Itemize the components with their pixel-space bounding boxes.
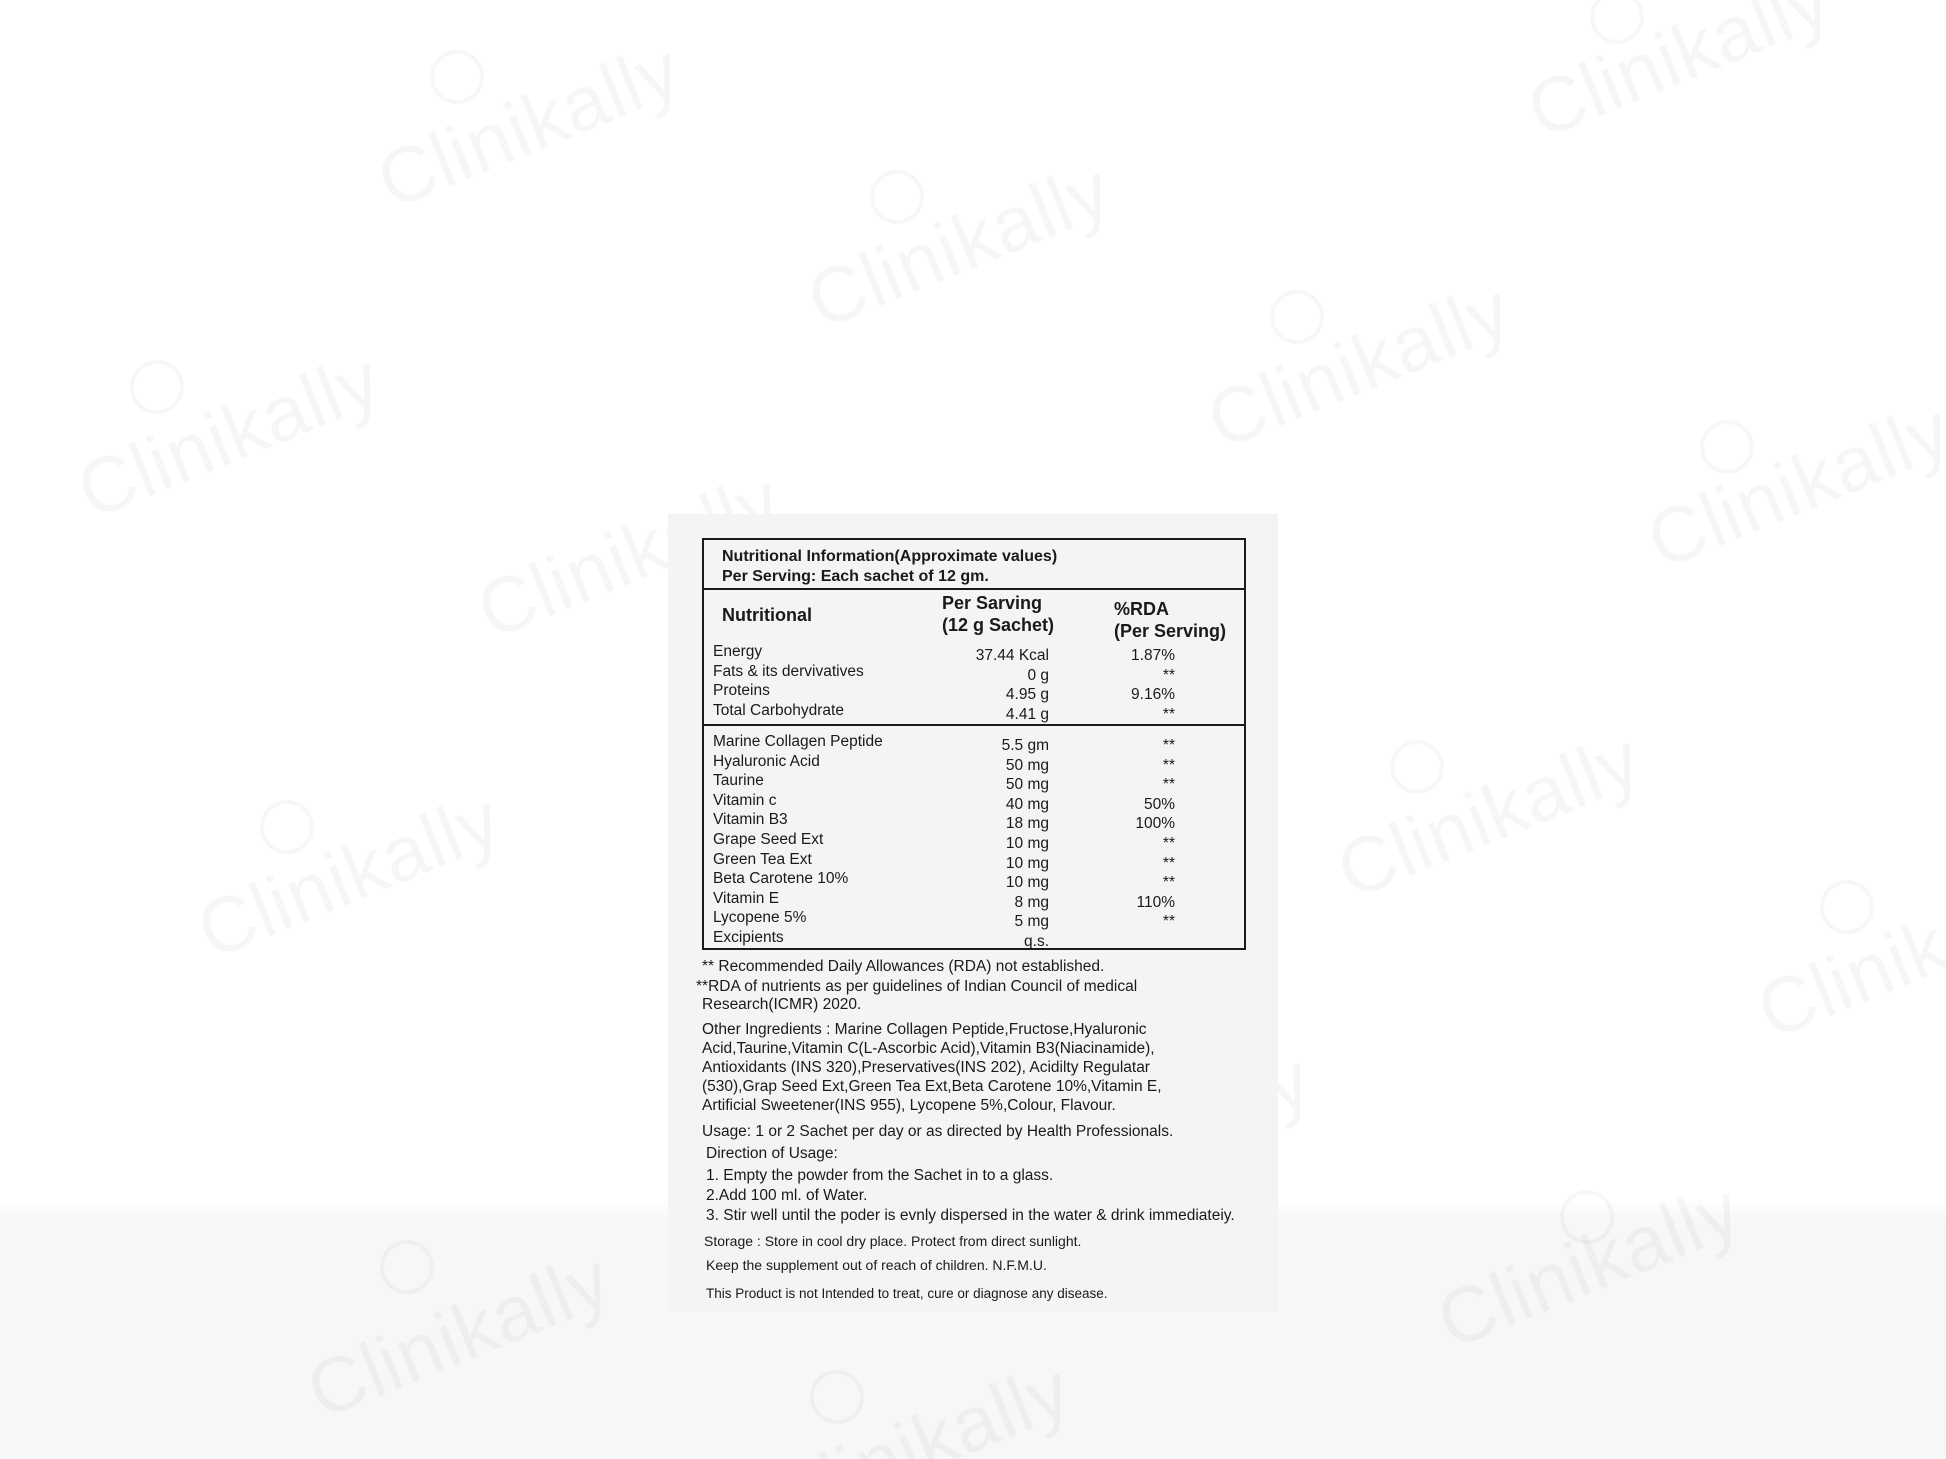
- nutrient-name: Hyaluronic Acid: [713, 752, 820, 770]
- direction-title: Direction of Usage:: [706, 1145, 838, 1162]
- nutrient-row: [713, 890, 1239, 909]
- watermark-logo-icon: [430, 50, 484, 104]
- column-header-per-serving: [942, 592, 1054, 636]
- watermark: [1325, 714, 1654, 917]
- nutrient-name: Beta Carotene 10%: [713, 870, 849, 888]
- column-header-rda: [1114, 598, 1226, 642]
- nutrient-row: [713, 733, 1239, 752]
- keep-out-of-reach: Keep the supplement out of reach of children. N.F.M.U.: [706, 1257, 1047, 1273]
- watermark-logo-icon: [380, 1240, 434, 1294]
- watermark-logo-icon: [810, 1370, 864, 1424]
- nutrient-name: Proteins: [713, 682, 770, 699]
- nutrient-rda: 50%: [1143, 795, 1175, 813]
- ingredients-line: Artificial Sweetener(INS 955), Lycopene 5%,Colour, Flavour.: [702, 1097, 1116, 1114]
- nutrient-name: Vitamin B3: [713, 811, 788, 829]
- watermark: [795, 144, 1124, 347]
- nutrient-amount: 5 mg: [1014, 913, 1049, 931]
- nutrient-amount: 4.41 g: [1005, 705, 1049, 723]
- nutrient-amount: 4.95 g: [1005, 686, 1049, 703]
- footnote-icmr-line1: **RDA of nutrients as per guidelines of Indian Council of medical: [696, 978, 1138, 995]
- nutrient-row: [713, 772, 1239, 794]
- nutrient-row: [713, 682, 1239, 701]
- watermark: [295, 1234, 624, 1437]
- nutrient-name: Energy: [713, 643, 763, 660]
- nutrient-name: Vitamin E: [713, 889, 780, 907]
- nutrition-table: [702, 538, 1246, 950]
- nutrient-row: [713, 643, 1239, 662]
- nutrient-row: [713, 753, 1239, 772]
- nutrient-row: [713, 870, 1239, 892]
- watermark: [1635, 384, 1946, 587]
- direction-step: 2.Add 100 ml. of Water.: [706, 1187, 868, 1204]
- column-header-rda-line2: (Per Serving): [1114, 621, 1227, 641]
- watermark: [755, 1344, 1084, 1459]
- nutrient-amount: 37.44 Kcal: [975, 647, 1049, 664]
- nutrient-rda: 100%: [1135, 815, 1175, 833]
- nutrition-label: [668, 514, 1278, 1312]
- watermark: [65, 334, 394, 537]
- nutrient-rda: **: [1162, 705, 1175, 723]
- nutrient-name: Total Carbohydrate: [713, 701, 844, 719]
- nutrient-amount: 50 mg: [1005, 776, 1049, 794]
- disclaimer: This Product is not Intended to treat, cure or diagnose any disease.: [706, 1286, 1108, 1301]
- nutrient-row: [713, 702, 1239, 721]
- nutrient-name: Vitamin c: [713, 791, 777, 809]
- nutrient-rda: **: [1162, 737, 1175, 754]
- usage: Usage: 1 or 2 Sachet per day or as directed by Health Professionals.: [702, 1123, 1174, 1140]
- direction-step: 3. Stir well until the poder is evnly dispersed in the water & drink immediateiy.: [706, 1207, 1235, 1224]
- direction-step: 1. Empty the powder from the Sachet in to a glass.: [706, 1167, 1054, 1184]
- nutrient-rda: **: [1162, 835, 1175, 852]
- table-title: Nutritional Information(Approximate values): [722, 548, 1058, 565]
- nutrient-row: [713, 811, 1239, 833]
- watermark: [1515, 0, 1844, 157]
- column-header-rda-line1: %RDA: [1114, 599, 1170, 619]
- nutrient-rda: 9.16%: [1131, 686, 1175, 703]
- nutrient-amount: 0 g: [1027, 666, 1049, 684]
- nutrient-amount: q.s.: [1024, 933, 1049, 950]
- nutrient-rda: **: [1162, 666, 1175, 684]
- ingredients-line: Antioxidants (INS 320),Preservatives(INS 202), Acidilty Regulatar: [702, 1059, 1150, 1076]
- nutrient-name: Green Tea Ext: [713, 850, 812, 868]
- column-header-per-serving-line2: (12 g Sachet): [942, 615, 1055, 635]
- nutrient-name: Lycopene 5%: [713, 909, 807, 927]
- divider: [704, 724, 1244, 726]
- nutrient-row: [713, 929, 1239, 948]
- nutrient-name: Grape Seed Ext: [713, 831, 824, 848]
- nutrient-name: Fats & its dervivatives: [713, 662, 864, 680]
- column-header-per-serving-line1: Per Sarving: [942, 593, 1043, 613]
- nutrient-rda: 110%: [1136, 893, 1175, 911]
- column-header-nutritional: Nutritional: [722, 605, 812, 625]
- footnote-rda: ** Recommended Daily Allowances (RDA) not established.: [702, 958, 1105, 975]
- nutrient-rda: **: [1162, 854, 1175, 872]
- nutrient-rda: **: [1162, 913, 1175, 931]
- nutrient-name: Excipients: [713, 929, 784, 946]
- watermark-logo-icon: [1390, 740, 1444, 794]
- nutrient-row: [713, 663, 1239, 682]
- nutrient-amount: 40 mg: [1005, 795, 1049, 813]
- nutrient-amount: 10 mg: [1005, 835, 1049, 852]
- nutrient-rda: **: [1162, 756, 1175, 774]
- nutrient-amount: 18 mg: [1005, 815, 1049, 833]
- storage: Storage : Store in cool dry place. Protect from direct sunlight.: [704, 1233, 1082, 1249]
- watermark-logo-icon: [130, 360, 184, 414]
- nutrient-amount: 8 mg: [1014, 893, 1049, 911]
- nutrient-amount: 10 mg: [1005, 854, 1049, 872]
- nutrient-rda: 1.87%: [1131, 647, 1175, 664]
- nutrient-rda: **: [1162, 874, 1175, 892]
- nutrient-row: [713, 851, 1239, 870]
- nutrient-amount: 50 mg: [1005, 756, 1049, 774]
- nutrient-name: Taurine: [713, 772, 764, 790]
- serving-size: Per Serving: Each sachet of 12 gm.: [722, 568, 989, 585]
- watermark: [1195, 264, 1524, 467]
- nutrient-row: [713, 831, 1239, 850]
- nutrient-row: [713, 909, 1239, 931]
- ingredients-line: (530),Grap Seed Ext,Green Tea Ext,Beta Carotene 10%,Vitamin E,: [702, 1078, 1162, 1095]
- ingredients-line: Other Ingredients : Marine Collagen Peptide,Fructose,Hyaluronic: [702, 1021, 1147, 1038]
- divider: [704, 588, 1244, 590]
- nutrient-amount: 5.5 gm: [1001, 737, 1049, 754]
- nutrient-name: Marine Collagen Peptide: [713, 733, 883, 750]
- nutrient-amount: 10 mg: [1005, 874, 1049, 892]
- watermark: [185, 774, 514, 977]
- watermark: [365, 24, 694, 227]
- nutrient-row: [713, 792, 1239, 811]
- footnote-icmr-line2: Research(ICMR) 2020.: [702, 996, 862, 1013]
- ingredients-line: Acid,Taurine,Vitamin C(L-Ascorbic Acid),Vitamin B3(Niacinamide),: [702, 1040, 1155, 1057]
- nutrient-rda: **: [1162, 776, 1175, 794]
